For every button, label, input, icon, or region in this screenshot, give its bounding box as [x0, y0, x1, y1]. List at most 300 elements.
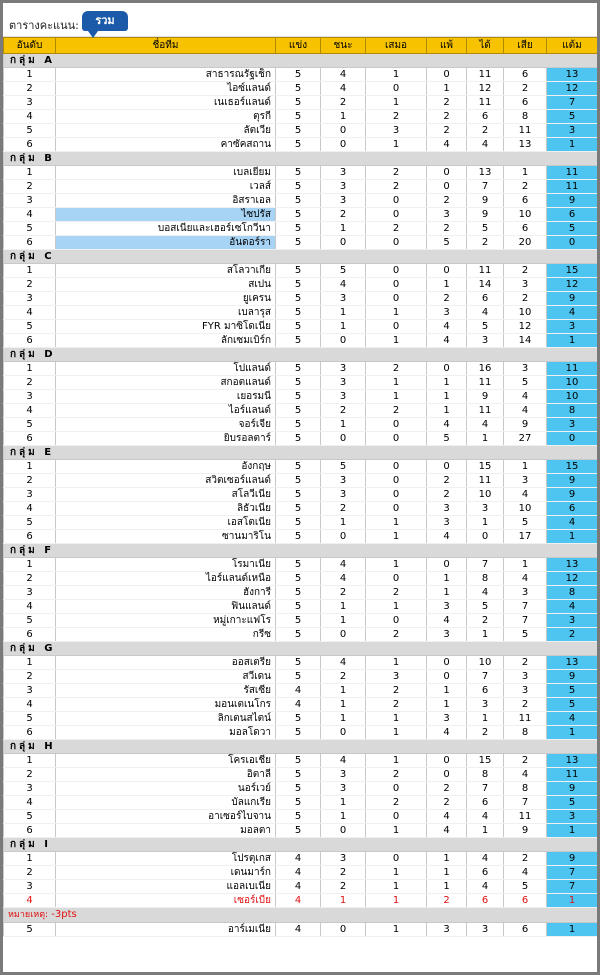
cell-won: 4 [321, 82, 366, 96]
cell-goals-against: 7 [504, 614, 547, 628]
cell-won: 2 [321, 404, 366, 418]
cell-rank: 1 [4, 166, 56, 180]
cell-rank: 3 [4, 390, 56, 404]
cell-goals-for: 1 [467, 432, 504, 446]
cell-lost: 0 [427, 180, 467, 194]
cell-goals-against: 10 [504, 306, 547, 320]
table-row[interactable] [4, 376, 598, 390]
cell-played: 5 [276, 474, 321, 488]
cell-goals-against: 4 [504, 404, 547, 418]
cell-points: 1 [547, 138, 598, 152]
cell-won: 3 [321, 390, 366, 404]
table-row[interactable] [4, 292, 598, 306]
cell-won: 1 [321, 712, 366, 726]
cell-rank: 4 [4, 796, 56, 810]
group-label: กลุ่ม F [4, 544, 598, 558]
cell-rank: 6 [4, 726, 56, 740]
cell-played: 5 [276, 628, 321, 642]
cell-goals-against: 13 [504, 138, 547, 152]
table-row[interactable] [4, 236, 598, 250]
cell-played: 5 [276, 432, 321, 446]
cell-goals-against: 3 [504, 670, 547, 684]
table-row[interactable] [4, 390, 598, 404]
table-row[interactable] [4, 96, 598, 110]
cell-played: 5 [276, 768, 321, 782]
table-row[interactable] [4, 362, 598, 376]
cell-points: 1 [547, 726, 598, 740]
cell-won: 0 [321, 236, 366, 250]
cell-drawn: 0 [366, 614, 427, 628]
cell-lost: 1 [427, 852, 467, 866]
cell-goals-against: 14 [504, 334, 547, 348]
note-cell [4, 908, 598, 923]
group-label: กลุ่ม C [4, 250, 598, 264]
cell-points: 7 [547, 96, 598, 110]
cell-won: 0 [321, 432, 366, 446]
cell-points: 10 [547, 390, 598, 404]
cell-won: 2 [321, 502, 366, 516]
cell-goals-against: 11 [504, 712, 547, 726]
cell-rank: 6 [4, 334, 56, 348]
table-row[interactable] [4, 782, 598, 796]
cell-rank: 2 [4, 768, 56, 782]
cell-lost: 3 [427, 306, 467, 320]
cell-lost: 0 [427, 558, 467, 572]
cell-points: 4 [547, 306, 598, 320]
cell-drawn: 2 [366, 586, 427, 600]
cell-lost: 0 [427, 166, 467, 180]
header-rank[interactable]: อันดับ [4, 38, 56, 54]
header-points[interactable]: แต้ม [547, 38, 598, 54]
cell-played: 5 [276, 754, 321, 768]
cell-goals-for: 4 [467, 852, 504, 866]
cell-rank: 5 [4, 124, 56, 138]
note-text: -3pts [51, 909, 77, 920]
table-row[interactable] [4, 68, 598, 82]
tab-overall[interactable]: รวม [82, 11, 128, 31]
table-row[interactable] [4, 796, 598, 810]
group-header [4, 642, 598, 656]
cell-goals-for: 11 [467, 264, 504, 278]
cell-won: 4 [321, 572, 366, 586]
table-row[interactable] [4, 768, 598, 782]
cell-points: 0 [547, 236, 598, 250]
cell-drawn: 1 [366, 516, 427, 530]
cell-points: 1 [547, 530, 598, 544]
table-row[interactable] [4, 628, 598, 642]
cell-rank: 6 [4, 824, 56, 838]
cell-played: 5 [276, 306, 321, 320]
table-row[interactable] [4, 558, 598, 572]
cell-team: มอลตา [56, 824, 276, 838]
cell-lost: 3 [427, 712, 467, 726]
table-row[interactable] [4, 82, 598, 96]
cell-won: 3 [321, 166, 366, 180]
cell-goals-against: 7 [504, 600, 547, 614]
cell-team: ไซปรัส [56, 208, 276, 222]
cell-rank: 3 [4, 586, 56, 600]
cell-team: มอนเตเนโกร [56, 698, 276, 712]
cell-lost: 3 [427, 502, 467, 516]
cell-won: 4 [321, 558, 366, 572]
cell-goals-against: 27 [504, 432, 547, 446]
cell-goals-against: 4 [504, 572, 547, 586]
table-row[interactable] [4, 180, 598, 194]
cell-team: ไอซ์แลนด์ [56, 82, 276, 96]
header-drawn[interactable]: เสมอ [366, 38, 427, 54]
cell-goals-against: 5 [504, 628, 547, 642]
cell-won: 4 [321, 278, 366, 292]
table-row[interactable] [4, 866, 598, 880]
cell-team: ยูเครน [56, 292, 276, 306]
cell-goals-against: 5 [504, 516, 547, 530]
cell-points: 5 [547, 796, 598, 810]
cell-goals-against: 3 [504, 362, 547, 376]
cell-points: 15 [547, 264, 598, 278]
cell-drawn: 2 [366, 628, 427, 642]
table-row[interactable] [4, 306, 598, 320]
cell-goals-for: 1 [467, 628, 504, 642]
cell-played: 5 [276, 278, 321, 292]
cell-played: 5 [276, 124, 321, 138]
cell-team: สกอตแลนด์ [56, 376, 276, 390]
cell-goals-for: 8 [467, 572, 504, 586]
group-header [4, 54, 598, 68]
note-row [4, 908, 598, 923]
table-row[interactable] [4, 502, 598, 516]
cell-lost: 2 [427, 194, 467, 208]
cell-team: โรมาเนีย [56, 558, 276, 572]
cell-goals-for: 0 [467, 530, 504, 544]
cell-lost: 1 [427, 880, 467, 894]
cell-rank: 2 [4, 376, 56, 390]
cell-goals-against: 9 [504, 824, 547, 838]
group-label: กลุ่ม A [4, 54, 598, 68]
table-row[interactable] [4, 516, 598, 530]
cell-goals-for: 1 [467, 516, 504, 530]
cell-points: 4 [547, 712, 598, 726]
cell-rank: 5 [4, 614, 56, 628]
table-row[interactable] [4, 586, 598, 600]
cell-rank: 1 [4, 460, 56, 474]
cell-played: 4 [276, 894, 321, 908]
cell-rank: 2 [4, 82, 56, 96]
cell-lost: 1 [427, 586, 467, 600]
header-goals-against[interactable]: เสีย [504, 38, 547, 54]
cell-won: 0 [321, 124, 366, 138]
cell-points: 8 [547, 404, 598, 418]
cell-rank: 5 [4, 418, 56, 432]
cell-goals-for: 11 [467, 376, 504, 390]
table-row[interactable] [4, 572, 598, 586]
cell-points: 6 [547, 208, 598, 222]
cell-won: 1 [321, 894, 366, 908]
cell-goals-against: 2 [504, 698, 547, 712]
cell-played: 5 [276, 712, 321, 726]
table-row[interactable] [4, 138, 598, 152]
watermark: [616x985] http://upic.me/ [440, 957, 591, 968]
cell-goals-against: 2 [504, 852, 547, 866]
cell-points: 9 [547, 194, 598, 208]
cell-rank: 5 [4, 222, 56, 236]
table-row[interactable] [4, 418, 598, 432]
cell-rank: 2 [4, 278, 56, 292]
cell-lost: 4 [427, 726, 467, 740]
header-row [4, 38, 598, 54]
cell-goals-for: 11 [467, 96, 504, 110]
table-row[interactable] [4, 656, 598, 670]
cell-points: 9 [547, 292, 598, 306]
cell-points: 1 [547, 334, 598, 348]
cell-drawn: 0 [366, 82, 427, 96]
cell-goals-for: 6 [467, 684, 504, 698]
cell-played: 5 [276, 488, 321, 502]
cell-won: 1 [321, 684, 366, 698]
table-row[interactable] [4, 110, 598, 124]
cell-played: 5 [276, 558, 321, 572]
cell-played: 5 [276, 418, 321, 432]
cell-goals-for: 11 [467, 404, 504, 418]
cell-rank: 6 [4, 138, 56, 152]
cell-team: ลักเซมเบิร์ก [56, 334, 276, 348]
table-row[interactable] [4, 754, 598, 768]
tab-bar [3, 3, 597, 37]
cell-drawn: 1 [366, 866, 427, 880]
cell-points: 11 [547, 166, 598, 180]
cell-won: 4 [321, 656, 366, 670]
table-row[interactable] [4, 194, 598, 208]
cell-points: 8 [547, 586, 598, 600]
cell-played: 5 [276, 600, 321, 614]
cell-won: 0 [321, 530, 366, 544]
table-row[interactable] [4, 320, 598, 334]
cell-rank: 5 [4, 320, 56, 334]
table-row[interactable] [4, 166, 598, 180]
cell-drawn: 2 [366, 404, 427, 418]
table-row[interactable] [4, 488, 598, 502]
cell-lost: 4 [427, 334, 467, 348]
cell-goals-against: 6 [504, 222, 547, 236]
cell-drawn: 2 [366, 222, 427, 236]
cell-drawn: 1 [366, 880, 427, 894]
cell-goals-against: 4 [504, 390, 547, 404]
table-row[interactable] [4, 222, 598, 236]
cell-won: 2 [321, 208, 366, 222]
table-row[interactable] [4, 894, 598, 908]
cell-rank: 4 [4, 404, 56, 418]
cell-rank: 5 [4, 712, 56, 726]
cell-team: เบลเยียม [56, 166, 276, 180]
cell-goals-for: 10 [467, 488, 504, 502]
cell-drawn: 0 [366, 572, 427, 586]
cell-goals-against: 11 [504, 124, 547, 138]
cell-rank: 3 [4, 782, 56, 796]
table-row[interactable] [4, 474, 598, 488]
cell-rank: 6 [4, 628, 56, 642]
cell-goals-against: 4 [504, 866, 547, 880]
table-row[interactable] [4, 124, 598, 138]
cell-goals-for: 5 [467, 222, 504, 236]
cell-played: 5 [276, 264, 321, 278]
cell-team: รัสเซีย [56, 684, 276, 698]
cell-won: 1 [321, 810, 366, 824]
cell-goals-for: 9 [467, 390, 504, 404]
note-label: หมายเหตุ: [8, 910, 49, 920]
cell-lost: 4 [427, 418, 467, 432]
cell-lost: 2 [427, 474, 467, 488]
cell-goals-against: 2 [504, 180, 547, 194]
cell-points: 9 [547, 488, 598, 502]
cell-rank: 1 [4, 558, 56, 572]
cell-drawn: 0 [366, 418, 427, 432]
cell-points: 9 [547, 670, 598, 684]
cell-goals-against: 1 [504, 460, 547, 474]
table-row[interactable] [4, 264, 598, 278]
table-row[interactable] [4, 278, 598, 292]
cell-drawn: 0 [366, 208, 427, 222]
cell-points: 12 [547, 278, 598, 292]
table-row[interactable] [4, 923, 598, 937]
cell-goals-for: 6 [467, 292, 504, 306]
table-row[interactable] [4, 880, 598, 894]
table-row[interactable] [4, 712, 598, 726]
cell-won: 3 [321, 180, 366, 194]
cell-played: 5 [276, 810, 321, 824]
cell-lost: 4 [427, 138, 467, 152]
cell-goals-for: 15 [467, 460, 504, 474]
cell-points: 13 [547, 558, 598, 572]
cell-points: 13 [547, 68, 598, 82]
standings-body [4, 54, 598, 937]
table-row[interactable] [4, 432, 598, 446]
cell-team: ฟินแลนด์ [56, 600, 276, 614]
header-played[interactable]: แข่ง [276, 38, 321, 54]
cell-goals-for: 4 [467, 306, 504, 320]
cell-drawn: 0 [366, 474, 427, 488]
header-goals-for[interactable]: ได้ [467, 38, 504, 54]
cell-goals-against: 3 [504, 586, 547, 600]
group-header [4, 740, 598, 754]
cell-rank: 5 [4, 810, 56, 824]
cell-goals-against: 6 [504, 194, 547, 208]
cell-goals-for: 7 [467, 670, 504, 684]
cell-won: 3 [321, 852, 366, 866]
cell-won: 3 [321, 194, 366, 208]
table-row[interactable] [4, 460, 598, 474]
group-header [4, 348, 598, 362]
cell-played: 5 [276, 236, 321, 250]
cell-goals-for: 6 [467, 866, 504, 880]
cell-played: 4 [276, 684, 321, 698]
group-label: กลุ่ม D [4, 348, 598, 362]
cell-won: 0 [321, 628, 366, 642]
cell-won: 1 [321, 796, 366, 810]
table-row[interactable] [4, 698, 598, 712]
cell-points: 11 [547, 180, 598, 194]
cell-played: 5 [276, 362, 321, 376]
table-row[interactable] [4, 404, 598, 418]
cell-goals-against: 8 [504, 110, 547, 124]
cell-goals-for: 12 [467, 82, 504, 96]
table-row[interactable] [4, 684, 598, 698]
cell-played: 5 [276, 530, 321, 544]
cell-lost: 3 [427, 628, 467, 642]
cell-played: 5 [276, 656, 321, 670]
cell-played: 5 [276, 614, 321, 628]
cell-drawn: 1 [366, 923, 427, 937]
cell-played: 5 [276, 96, 321, 110]
cell-lost: 2 [427, 796, 467, 810]
cell-points: 11 [547, 362, 598, 376]
cell-drawn: 2 [366, 796, 427, 810]
cell-rank: 5 [4, 923, 56, 937]
table-row[interactable] [4, 824, 598, 838]
cell-rank: 3 [4, 488, 56, 502]
cell-played: 5 [276, 670, 321, 684]
cell-goals-against: 10 [504, 502, 547, 516]
table-row[interactable] [4, 530, 598, 544]
table-row[interactable] [4, 670, 598, 684]
cell-goals-for: 13 [467, 166, 504, 180]
cell-played: 5 [276, 138, 321, 152]
cell-points: 6 [547, 502, 598, 516]
cell-goals-against: 1 [504, 166, 547, 180]
cell-team: ออสเตรีย [56, 656, 276, 670]
cell-rank: 4 [4, 110, 56, 124]
table-row[interactable] [4, 334, 598, 348]
cell-drawn: 2 [366, 166, 427, 180]
cell-team: อันดอร์รา [56, 236, 276, 250]
cell-rank: 2 [4, 670, 56, 684]
cell-won: 2 [321, 866, 366, 880]
cell-won: 0 [321, 138, 366, 152]
cell-won: 3 [321, 488, 366, 502]
cell-team: ฮังการี [56, 586, 276, 600]
cell-rank: 6 [4, 432, 56, 446]
cell-points: 12 [547, 82, 598, 96]
cell-goals-for: 3 [467, 698, 504, 712]
cell-goals-against: 2 [504, 292, 547, 306]
header-won[interactable]: ชนะ [321, 38, 366, 54]
cell-team: บัลแกเรีย [56, 796, 276, 810]
cell-played: 5 [276, 502, 321, 516]
cell-drawn: 0 [366, 810, 427, 824]
cell-lost: 3 [427, 923, 467, 937]
cell-team: เบลารุส [56, 306, 276, 320]
cell-team: ลัตเวีย [56, 124, 276, 138]
cell-won: 0 [321, 726, 366, 740]
cell-drawn: 1 [366, 558, 427, 572]
cell-drawn: 0 [366, 502, 427, 516]
table-row[interactable] [4, 614, 598, 628]
table-row[interactable] [4, 810, 598, 824]
table-row[interactable] [4, 600, 598, 614]
cell-played: 5 [276, 166, 321, 180]
cell-points: 5 [547, 698, 598, 712]
header-lost[interactable]: แพ้ [427, 38, 467, 54]
table-row[interactable] [4, 726, 598, 740]
cell-goals-against: 5 [504, 376, 547, 390]
cell-team: สาธารณรัฐเช็ก [56, 68, 276, 82]
cell-team: โปแลนด์ [56, 362, 276, 376]
cell-played: 5 [276, 376, 321, 390]
cell-points: 3 [547, 320, 598, 334]
table-row[interactable] [4, 852, 598, 866]
cell-drawn: 1 [366, 824, 427, 838]
cell-won: 3 [321, 362, 366, 376]
table-row[interactable] [4, 208, 598, 222]
header-team[interactable]: ชื่อทีม [56, 38, 276, 54]
